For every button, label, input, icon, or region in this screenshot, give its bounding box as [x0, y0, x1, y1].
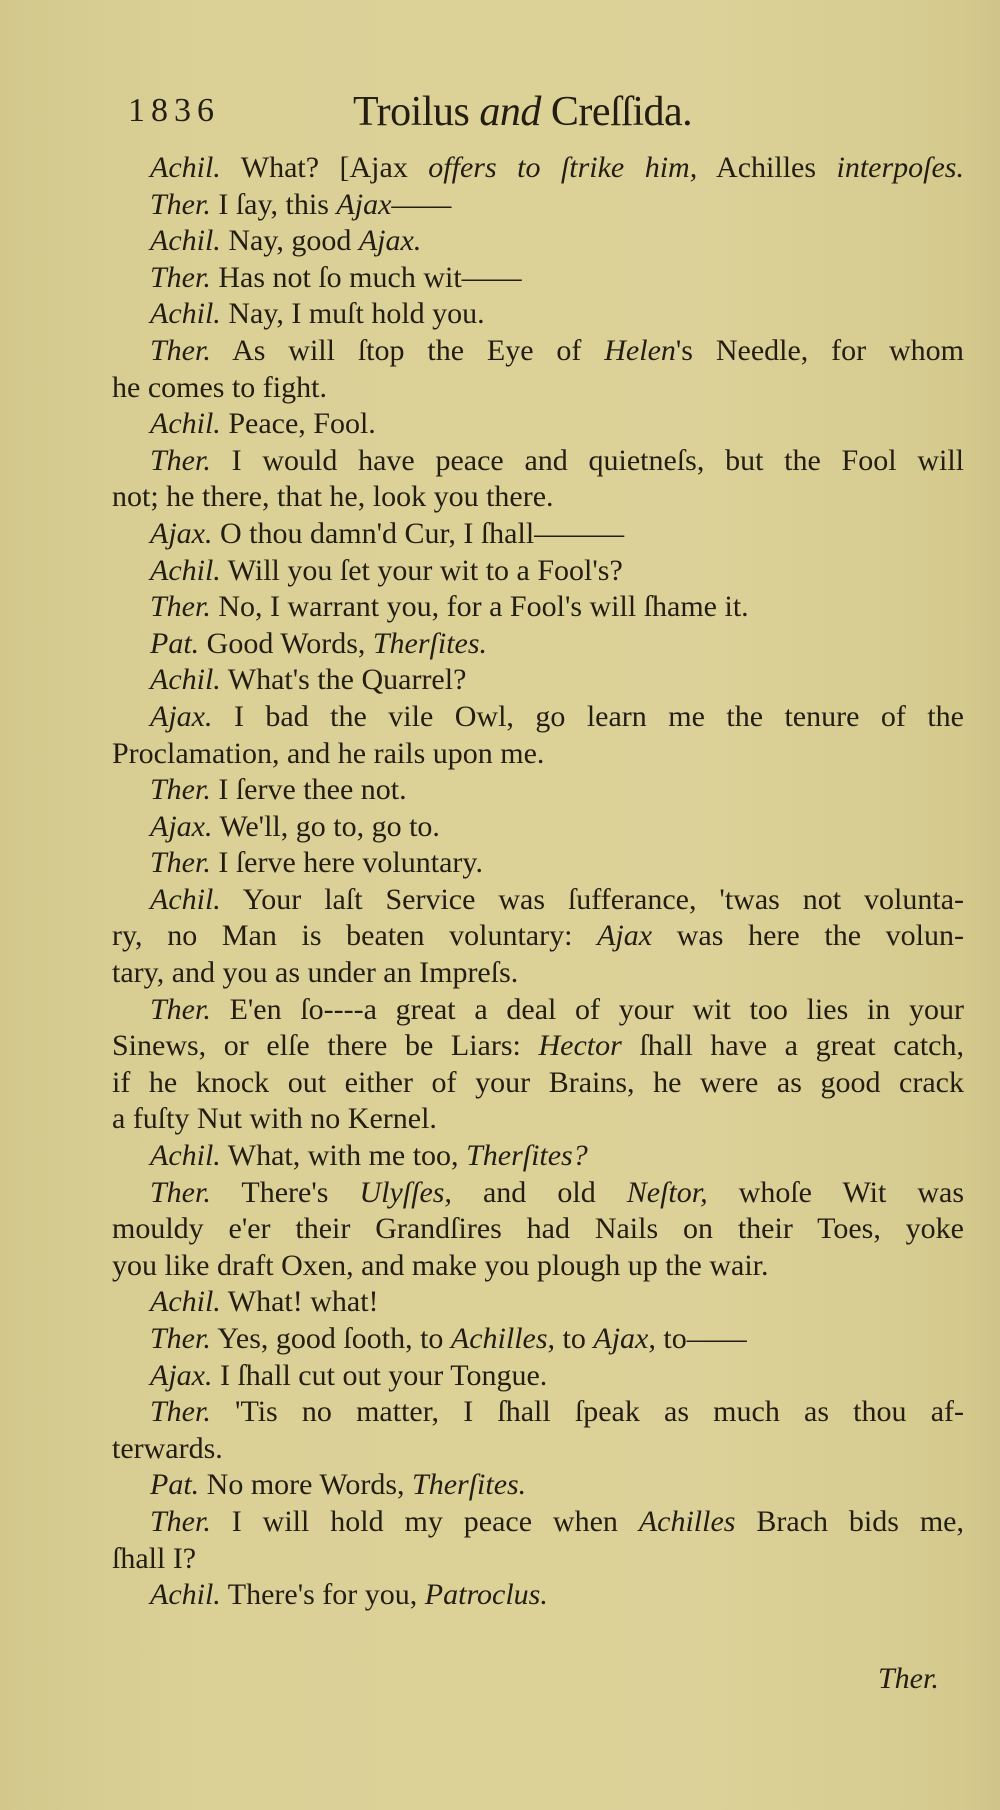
text-line — [112, 150, 964, 187]
text-line — [112, 809, 964, 846]
text-line — [112, 1394, 964, 1431]
text-line — [112, 626, 964, 663]
text-segment: Achilles — [697, 151, 837, 184]
text-line — [112, 333, 964, 370]
text-segment: ſhall have a great catch, — [621, 1029, 964, 1063]
text-line — [112, 1504, 964, 1541]
title-part: and — [479, 89, 541, 135]
speaker-name: Achil. — [150, 151, 221, 184]
text-line — [112, 662, 964, 699]
text-segment: There's — [210, 1175, 360, 1209]
text-line — [112, 1175, 964, 1212]
text-segment: a fuſty Nut with no Kernel. — [112, 1102, 437, 1136]
text-line — [112, 1248, 964, 1285]
text-segment: Brach bids me, — [735, 1504, 964, 1538]
text-segment: Sinews, or elſe there be Liars: — [112, 1029, 539, 1063]
speaker-name: Achil. — [150, 297, 221, 331]
text-line — [112, 1284, 964, 1321]
text-line — [112, 553, 964, 590]
text-line — [112, 918, 964, 955]
text-line — [112, 736, 964, 773]
text-line — [112, 1065, 964, 1102]
speaker-name: Achil. — [150, 1578, 221, 1612]
speaker-name: Achil. — [150, 553, 221, 587]
text-segment: to — [555, 1322, 594, 1355]
text-line — [112, 1467, 964, 1504]
text-segment: As will ſtop the Eye of — [210, 333, 605, 367]
text-segment: Ulyſſes, — [359, 1175, 452, 1209]
text-line — [112, 1028, 964, 1065]
speaker-name: Ther. — [150, 443, 211, 477]
text-segment: ſhall I? — [112, 1541, 197, 1575]
text-segment: Ajax, — [593, 1322, 656, 1355]
title-part: Troilus — [353, 89, 480, 135]
text-segment: Therſites? — [466, 1139, 588, 1173]
text-line — [112, 882, 964, 919]
text-segment: Proclamation, and he rails upon me. — [112, 736, 545, 770]
speaker-name: Ther. — [150, 1504, 211, 1538]
speaker-name: Ajax. — [150, 516, 213, 550]
catchword: Ther. — [878, 1662, 939, 1695]
text-segment: O thou damn'd Cur, I ſhall——— — [212, 516, 625, 550]
text-segment: interpoſes. — [836, 151, 964, 184]
text-segment: 's Needle, for whom — [675, 333, 964, 367]
text-segment: whoſe Wit was — [707, 1175, 964, 1209]
text-segment: Achilles, — [450, 1322, 556, 1355]
text-segment: Neſtor, — [626, 1175, 708, 1209]
text-segment: E'en ſo----a great a deal of your wit too lies in your — [210, 992, 964, 1026]
text-segment: Nay, I muſt hold you. — [220, 297, 485, 331]
text-line — [112, 1358, 964, 1395]
text-segment: What's the Quarrel? — [220, 663, 467, 697]
text-segment: Therſites. — [372, 626, 488, 660]
speaker-name: Ther. — [150, 1322, 211, 1355]
text-segment: No more Words, — [199, 1468, 413, 1502]
speaker-name: Ther. — [150, 187, 211, 221]
text-segment: I will hold my peace when — [210, 1504, 639, 1538]
text-line — [112, 699, 964, 736]
text-line — [112, 1211, 964, 1248]
text-line — [112, 479, 964, 516]
text-segment: and old — [451, 1175, 627, 1209]
text-segment: Patroclus. — [424, 1578, 548, 1612]
text-segment: Will you ſet your wit to a Fool's? — [220, 553, 623, 587]
text-line — [112, 443, 964, 480]
text-line — [112, 955, 964, 992]
text-segment: Helen — [604, 333, 676, 367]
text-segment: Ajax. — [358, 224, 422, 258]
text-segment: offers to ſtrike him, — [428, 151, 698, 184]
text-segment: Ajax — [597, 919, 653, 953]
text-segment: There's for you, — [220, 1578, 425, 1612]
text-line — [112, 1541, 964, 1578]
text-segment: I ſay, this — [210, 187, 337, 221]
text-segment: We'll, go to, go to. — [212, 809, 440, 843]
speaker-name: Achil. — [150, 1285, 221, 1319]
speaker-name: Ther. — [150, 333, 211, 367]
text-segment: I bad the vile Owl, go learn me the tenure of the — [212, 699, 964, 733]
speaker-name: Achil. — [150, 663, 221, 697]
text-segment: No, I warrant you, for a Fool's will ſhame it. — [210, 590, 749, 624]
text-line — [112, 845, 964, 882]
text-segment: What, with me too, — [220, 1139, 467, 1173]
speaker-name: Ajax. — [150, 809, 213, 843]
text-line — [112, 1138, 964, 1175]
text-segment: I would have peace and quietneſs, but the Fool will — [210, 443, 964, 477]
text-line — [112, 296, 964, 333]
speaker-name: Ther. — [150, 992, 211, 1026]
text-segment: —— — [391, 187, 452, 221]
text-line — [112, 1101, 964, 1138]
text-line — [112, 1577, 964, 1614]
text-segment: if he knock out either of your Brains, he were as good crack — [112, 1065, 964, 1099]
text-segment: Has not ſo much wit—— — [210, 260, 522, 294]
text-segment: I ſhall cut out your Tongue. — [212, 1358, 548, 1392]
text-segment: terwards. — [112, 1431, 223, 1465]
speaker-name: Ther. — [150, 1175, 211, 1209]
text-line — [112, 187, 964, 224]
speaker-name: Ajax. — [150, 699, 213, 733]
text-segment: he comes to fight. — [112, 370, 327, 404]
text-segment: mouldy e'er their Grandſires had Nails on their Toes, yoke — [112, 1212, 964, 1246]
text-segment: you like draft Oxen, and make you plough up the wair. — [112, 1248, 769, 1282]
text-segment: I ſerve thee not. — [210, 773, 407, 807]
speaker-name: Ther. — [150, 1395, 211, 1429]
text-line — [112, 223, 964, 260]
text-segment: Nay, good — [220, 224, 359, 258]
text-segment: ry, no Man is beaten voluntary: — [112, 919, 598, 953]
speaker-name: Pat. — [150, 1468, 200, 1502]
speaker-name: Achil. — [150, 224, 221, 258]
text-segment: What! what! — [220, 1285, 379, 1319]
text-segment: Ajax — [336, 187, 392, 221]
play-text — [112, 150, 964, 1614]
text-line — [112, 772, 964, 809]
speaker-name: Ther. — [150, 773, 211, 807]
speaker-name: Achil. — [150, 1139, 221, 1173]
speaker-name: Ther. — [150, 590, 211, 624]
page-number: 1836 — [128, 92, 220, 129]
text-line — [112, 370, 964, 407]
text-segment: Therſites. — [412, 1468, 527, 1502]
text-segment: I ſerve here voluntary. — [210, 846, 483, 880]
text-segment: Yes, good ſooth, to — [210, 1322, 451, 1355]
text-segment: tary, and you as under an Impreſs. — [112, 956, 519, 990]
text-line — [112, 1431, 964, 1468]
speaker-name: Ajax. — [150, 1358, 213, 1392]
running-title — [353, 88, 692, 136]
text-segment: was here the volun- — [652, 919, 964, 953]
text-segment: What? [Ajax — [220, 151, 429, 184]
text-segment: Hector — [538, 1029, 622, 1063]
speaker-name: Ther. — [150, 846, 211, 880]
text-segment: not; he there, that he, look you there. — [112, 480, 554, 514]
text-segment: Your laſt Service was ſufferance, 'twas not volunta- — [220, 882, 964, 916]
text-line — [112, 406, 964, 443]
speaker-name: Achil. — [150, 882, 221, 916]
text-line — [112, 992, 964, 1029]
text-segment: 'Tis no matter, I ſhall ſpeak as much as thou af- — [210, 1395, 964, 1429]
text-line — [112, 1321, 964, 1358]
text-line — [112, 589, 964, 626]
text-segment: Peace, Fool. — [220, 407, 376, 441]
running-header — [128, 88, 968, 138]
text-segment: to—— — [655, 1322, 747, 1355]
title-part: Creſſida. — [540, 89, 693, 135]
text-line — [112, 260, 964, 297]
speaker-name: Pat. — [150, 626, 200, 660]
speaker-name: Achil. — [150, 407, 221, 441]
text-segment: Good Words, — [199, 626, 373, 660]
text-segment: Achilles — [638, 1504, 736, 1538]
speaker-name: Ther. — [150, 260, 211, 294]
text-line — [112, 516, 964, 553]
